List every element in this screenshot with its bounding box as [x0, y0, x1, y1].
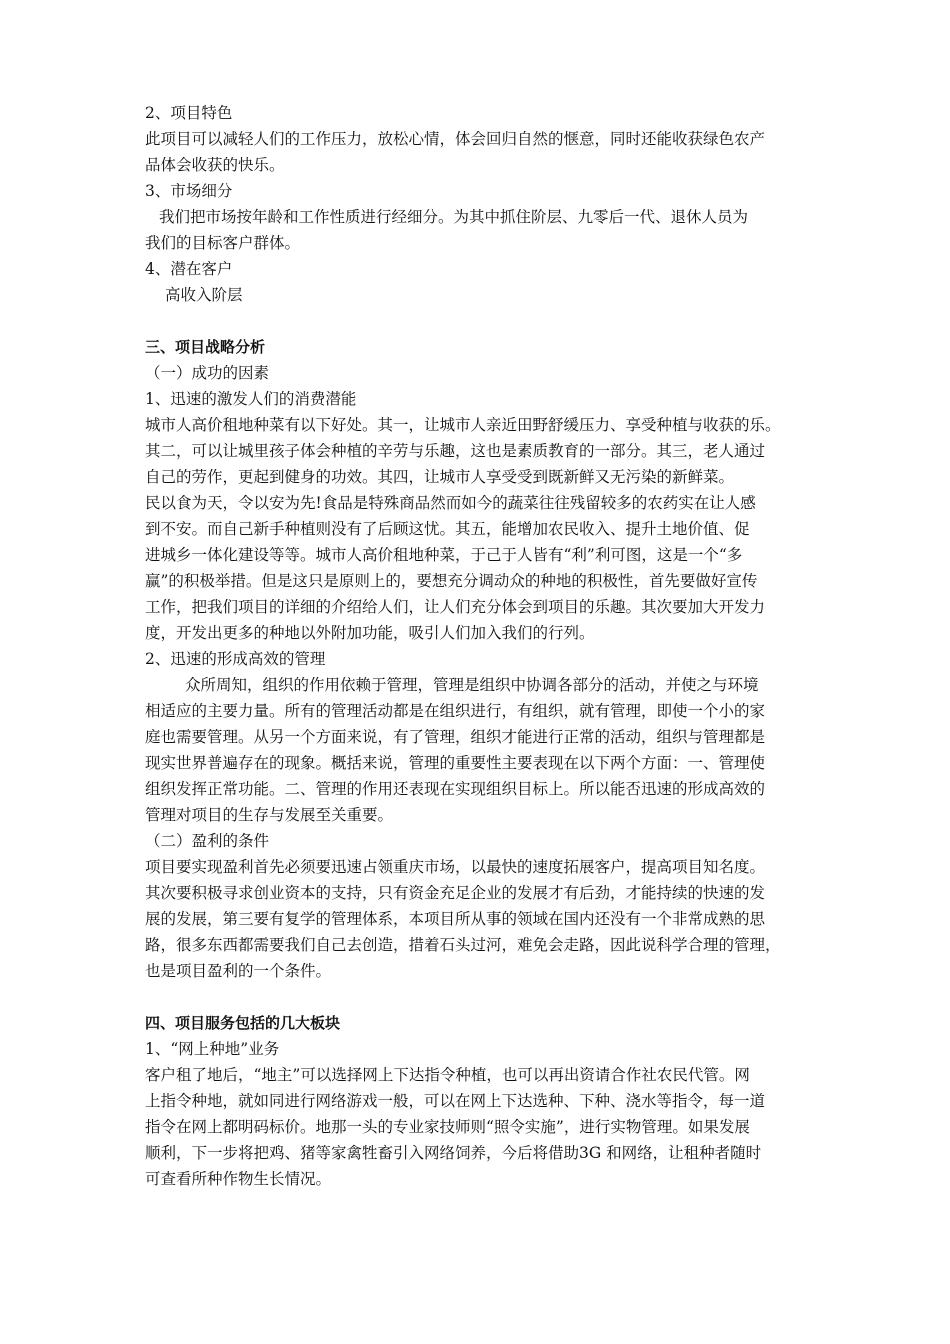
- text-line: 度，开发出更多的种地以外附加功能，吸引人们加入我们的行列。: [145, 624, 595, 642]
- text-line: 管理对项目的生存与发展至关重要。: [145, 806, 394, 824]
- text-line: 相适应的主要力量。所有的管理活动都是在组织进行，有组织，就有管理，即使一个小的家: [145, 702, 766, 720]
- text-line: 1、“网上种地”业务: [145, 1040, 280, 1058]
- text-line: 其次要积极寻求创业资本的支持，只有资金充足企业的发展才有后劲，才能持续的快速的发: [145, 884, 766, 902]
- text-line: 展的发展，第三要有复学的管理体系，本项目所从事的领域在国内还没有一个非常成熟的思: [145, 910, 766, 928]
- section-heading: 三、项目战略分析: [145, 338, 266, 356]
- blank-line: [145, 308, 825, 334]
- text-line: 民以食为天，令以安为先!食品是特殊商品然而如今的蔬菜往往残留较多的农药实在让人感: [145, 494, 756, 512]
- text-line: 可查看所种作物生长情况。: [145, 1170, 332, 1188]
- section-heading: 四、项目服务包括的几大板块: [145, 1014, 341, 1032]
- text-line: 上指令种地，就如同进行网络游戏一般，可以在网上下达选种、下种、浇水等指令，每一道: [145, 1092, 766, 1110]
- text-line: 我们的目标客户群体。: [145, 234, 301, 252]
- text-line: 进城乡一体化建设等等。城市人高价租地种菜，于己于人皆有“利”利可图，这是一个“多: [145, 546, 743, 564]
- text-line: 自己的劳作，更起到健身的功效。其四，让城市人享受受到既新鲜又无污染的新鲜菜。: [145, 468, 735, 486]
- text-line: 组织发挥正常功能。二、管理的作用还表现在实现组织目标上。所以能否迅速的形成高效的: [145, 780, 766, 798]
- text-line: 也是项目盈利的一个条件。: [145, 962, 332, 980]
- text-line: 客户租了地后，“地主”可以选择网上下达指令种植，也可以再出资请合作社农民代管。网: [145, 1066, 750, 1084]
- text-line: 工作，把我们项目的详细的介绍给人们，让人们充分体会到项目的乐趣。其次要加大开发力: [145, 598, 766, 616]
- text-line: 城市人高价租地种菜有以下好处。其一，让城市人亲近田野舒缓压力、享受种植与收获的乐。: [145, 416, 781, 434]
- document-page: [145, 100, 825, 1192]
- text-line: 4、潜在客户: [145, 260, 233, 278]
- text-line: 其二，可以让城里孩子体会种植的辛劳与乐趣，这也是素质教育的一部分。其三，老人通过: [145, 442, 766, 460]
- text-line: 我们把市场按年龄和工作性质进行经细分。为其中抓住阶层、九零后一代、退休人员为: [159, 208, 749, 226]
- text-line: 2、迅速的形成高效的管理: [145, 650, 326, 668]
- text-line: 庭也需要管理。从另一个方面来说，有了管理，组织才能进行正常的活动，组织与管理都是: [145, 728, 766, 746]
- text-line: 此项目可以减轻人们的工作压力，放松心情，体会回归自然的惬意，同时还能收获绿色农产: [145, 130, 766, 148]
- text-line: 到不安。而自己新手种植则没有了后顾这忧。其五，能增加农民收入、提升土地价值、促: [145, 520, 750, 538]
- text-line: 指令在网上都明码标价。地那一头的专业家技师则“照令实施”，进行实物管理。如果发展: [145, 1118, 750, 1136]
- text-line: 赢”的积极举措。但是这只是原则上的，要想充分调动众的种地的积极性，首先要做好宣传: [145, 572, 758, 590]
- text-line: 现实世界普遍存在的现象。概括来说，管理的重要性主要表现在以下两个方面：一、管理使: [145, 754, 766, 772]
- blank-line: [145, 984, 825, 1010]
- text-line: 路，很多东西都需要我们自己去创造，措着石头过河，难免会走路，因此说科学合理的管理，: [145, 936, 781, 954]
- text-line: 众所周知，组织的作用依赖于管理，管理是组织中协调各部分的活动，并使之与环境: [185, 676, 759, 694]
- text-line: 顺利，下一步将把鸡、猪等家禽牲畜引入网络饲养，今后将借助3G 和网络，让租种者随时: [145, 1144, 762, 1162]
- text-line: 项目要实现盈利首先必须要迅速占领重庆市场，以最快的速度拓展客户，提高项目知名度。: [145, 858, 766, 876]
- text-line: 高收入阶层: [165, 286, 243, 304]
- text-line: （二）盈利的条件: [145, 832, 270, 850]
- text-line: （一）成功的因素: [145, 364, 270, 382]
- text-line: 品体会收获的快乐。: [145, 156, 285, 174]
- text-line: 3、市场细分: [145, 182, 233, 200]
- text-line: 1、迅速的激发人们的消费潜能: [145, 390, 357, 408]
- text-line: 2、项目特色: [145, 104, 233, 122]
